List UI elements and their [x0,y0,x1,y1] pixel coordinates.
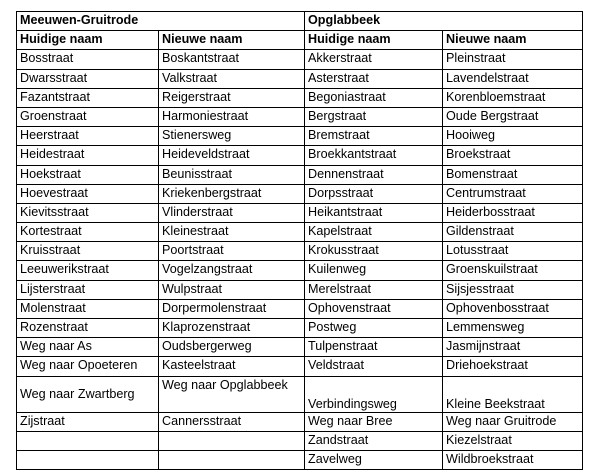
current-name-cell [17,450,159,469]
new-name-cell: Ophovenbosstraat [443,299,583,318]
column-header-new-name: Nieuwe naam [443,31,583,50]
new-name-cell: Klaprozenstraat [159,319,305,338]
table-row [17,223,583,242]
table-row [17,280,583,299]
current-name-cell: Asterstraat [305,69,443,88]
new-name-cell: Lotusstraat [443,242,583,261]
new-name-cell: Driehoekstraat [443,357,583,376]
new-name-cell: Vlinderstraat [159,203,305,222]
current-name-cell: Begoniastraat [305,88,443,107]
table-row [17,88,583,107]
current-name-cell: Heerstraat [17,127,159,146]
new-name-cell: Kleine Beekstraat [443,376,583,412]
column-header-row [17,31,583,50]
new-name-cell: Kasteelstraat [159,357,305,376]
new-name-cell: Kiezelstraat [443,431,583,450]
street-rename-table [16,11,583,470]
table-row [17,69,583,88]
new-name-cell: Lavendelstraat [443,69,583,88]
current-name-cell: Rozenstraat [17,319,159,338]
current-name-cell: Groenstraat [17,107,159,126]
new-name-cell: Weg naar Opglabbeek [159,376,305,412]
table-row [17,146,583,165]
region-header-opglabbeek: Opglabbeek [305,12,583,31]
current-name-cell: Weg naar Opoeteren [17,357,159,376]
new-name-cell: Beunisstraat [159,165,305,184]
table-row [17,203,583,222]
new-name-cell: Broekstraat [443,146,583,165]
new-name-cell: Valkstraat [159,69,305,88]
current-name-cell: Broekkantstraat [305,146,443,165]
new-name-cell: Korenbloemstraat [443,88,583,107]
current-name-cell: Akkerstraat [305,50,443,69]
table-row [17,338,583,357]
new-name-cell: Heideveldstraat [159,146,305,165]
table-row [17,376,583,412]
current-name-cell: Verbindingsweg [305,376,443,412]
current-name-cell: Bremstraat [305,127,443,146]
current-name-cell: Bergstraat [305,107,443,126]
new-name-cell: Cannersstraat [159,412,305,431]
table-row [17,261,583,280]
new-name-cell: Wulpstraat [159,280,305,299]
current-name-cell: Heidestraat [17,146,159,165]
current-name-cell: Hoevestraat [17,184,159,203]
current-name-cell: Zavelweg [305,450,443,469]
new-name-cell: Hooiweg [443,127,583,146]
current-name-cell: Weg naar Zwartberg [17,376,159,412]
current-name-cell: Kievitsstraat [17,203,159,222]
table-row [17,412,583,431]
current-name-cell: Kruisstraat [17,242,159,261]
new-name-cell: Oude Bergstraat [443,107,583,126]
new-name-cell: Wildbroekstraat [443,450,583,469]
new-name-cell [159,450,305,469]
new-name-cell: Dorpermolenstraat [159,299,305,318]
new-name-cell: Stienersweg [159,127,305,146]
new-name-cell: Lemmensweg [443,319,583,338]
table-row [17,165,583,184]
current-name-cell: Zandstraat [305,431,443,450]
current-name-cell: Merelstraat [305,280,443,299]
new-name-cell: Pleinstraat [443,50,583,69]
table-row [17,357,583,376]
region-header-row [17,12,583,31]
new-name-cell: Gildenstraat [443,223,583,242]
new-name-cell: Bomenstraat [443,165,583,184]
new-name-cell: Groenskuilstraat [443,261,583,280]
table-row [17,431,583,450]
table-row [17,450,583,469]
current-name-cell: Tulpenstraat [305,338,443,357]
new-name-cell: Vogelzangstraat [159,261,305,280]
current-name-cell: Kortestraat [17,223,159,242]
current-name-cell [17,431,159,450]
new-name-cell: Reigerstraat [159,88,305,107]
current-name-cell: Hoekstraat [17,165,159,184]
new-name-cell: Oudsbergerweg [159,338,305,357]
table-row [17,242,583,261]
table-row [17,319,583,338]
new-name-cell: Jasmijnstraat [443,338,583,357]
new-name-cell: Poortstraat [159,242,305,261]
current-name-cell: Weg naar Bree [305,412,443,431]
current-name-cell: Heikantstraat [305,203,443,222]
table-row [17,184,583,203]
table-row [17,107,583,126]
current-name-cell: Kapelstraat [305,223,443,242]
current-name-cell: Dennenstraat [305,165,443,184]
table-row [17,127,583,146]
current-name-cell: Ophovenstraat [305,299,443,318]
new-name-cell: Sijsjesstraat [443,280,583,299]
current-name-cell: Kuilenweg [305,261,443,280]
column-header-new-name: Nieuwe naam [159,31,305,50]
new-name-cell: Harmoniestraat [159,107,305,126]
current-name-cell: Lijsterstraat [17,280,159,299]
current-name-cell: Zijstraat [17,412,159,431]
new-name-cell: Kriekenbergstraat [159,184,305,203]
current-name-cell: Fazantstraat [17,88,159,107]
current-name-cell: Postweg [305,319,443,338]
new-name-cell: Kleinestraat [159,223,305,242]
new-name-cell: Heiderbosstraat [443,203,583,222]
region-header-meeuwen-gruitrode: Meeuwen-Gruitrode [17,12,305,31]
column-header-current-name: Huidige naam [17,31,159,50]
new-name-cell [159,431,305,450]
new-name-cell: Centrumstraat [443,184,583,203]
current-name-cell: Leeuwerikstraat [17,261,159,280]
new-name-cell: Boskantstraat [159,50,305,69]
current-name-cell: Molenstraat [17,299,159,318]
new-name-cell: Weg naar Gruitrode [443,412,583,431]
current-name-cell: Bosstraat [17,50,159,69]
current-name-cell: Dorpsstraat [305,184,443,203]
current-name-cell: Weg naar As [17,338,159,357]
table-row [17,299,583,318]
column-header-current-name: Huidige naam [305,31,443,50]
current-name-cell: Krokusstraat [305,242,443,261]
current-name-cell: Veldstraat [305,357,443,376]
table-body [17,12,583,470]
table-row [17,50,583,69]
current-name-cell: Dwarsstraat [17,69,159,88]
